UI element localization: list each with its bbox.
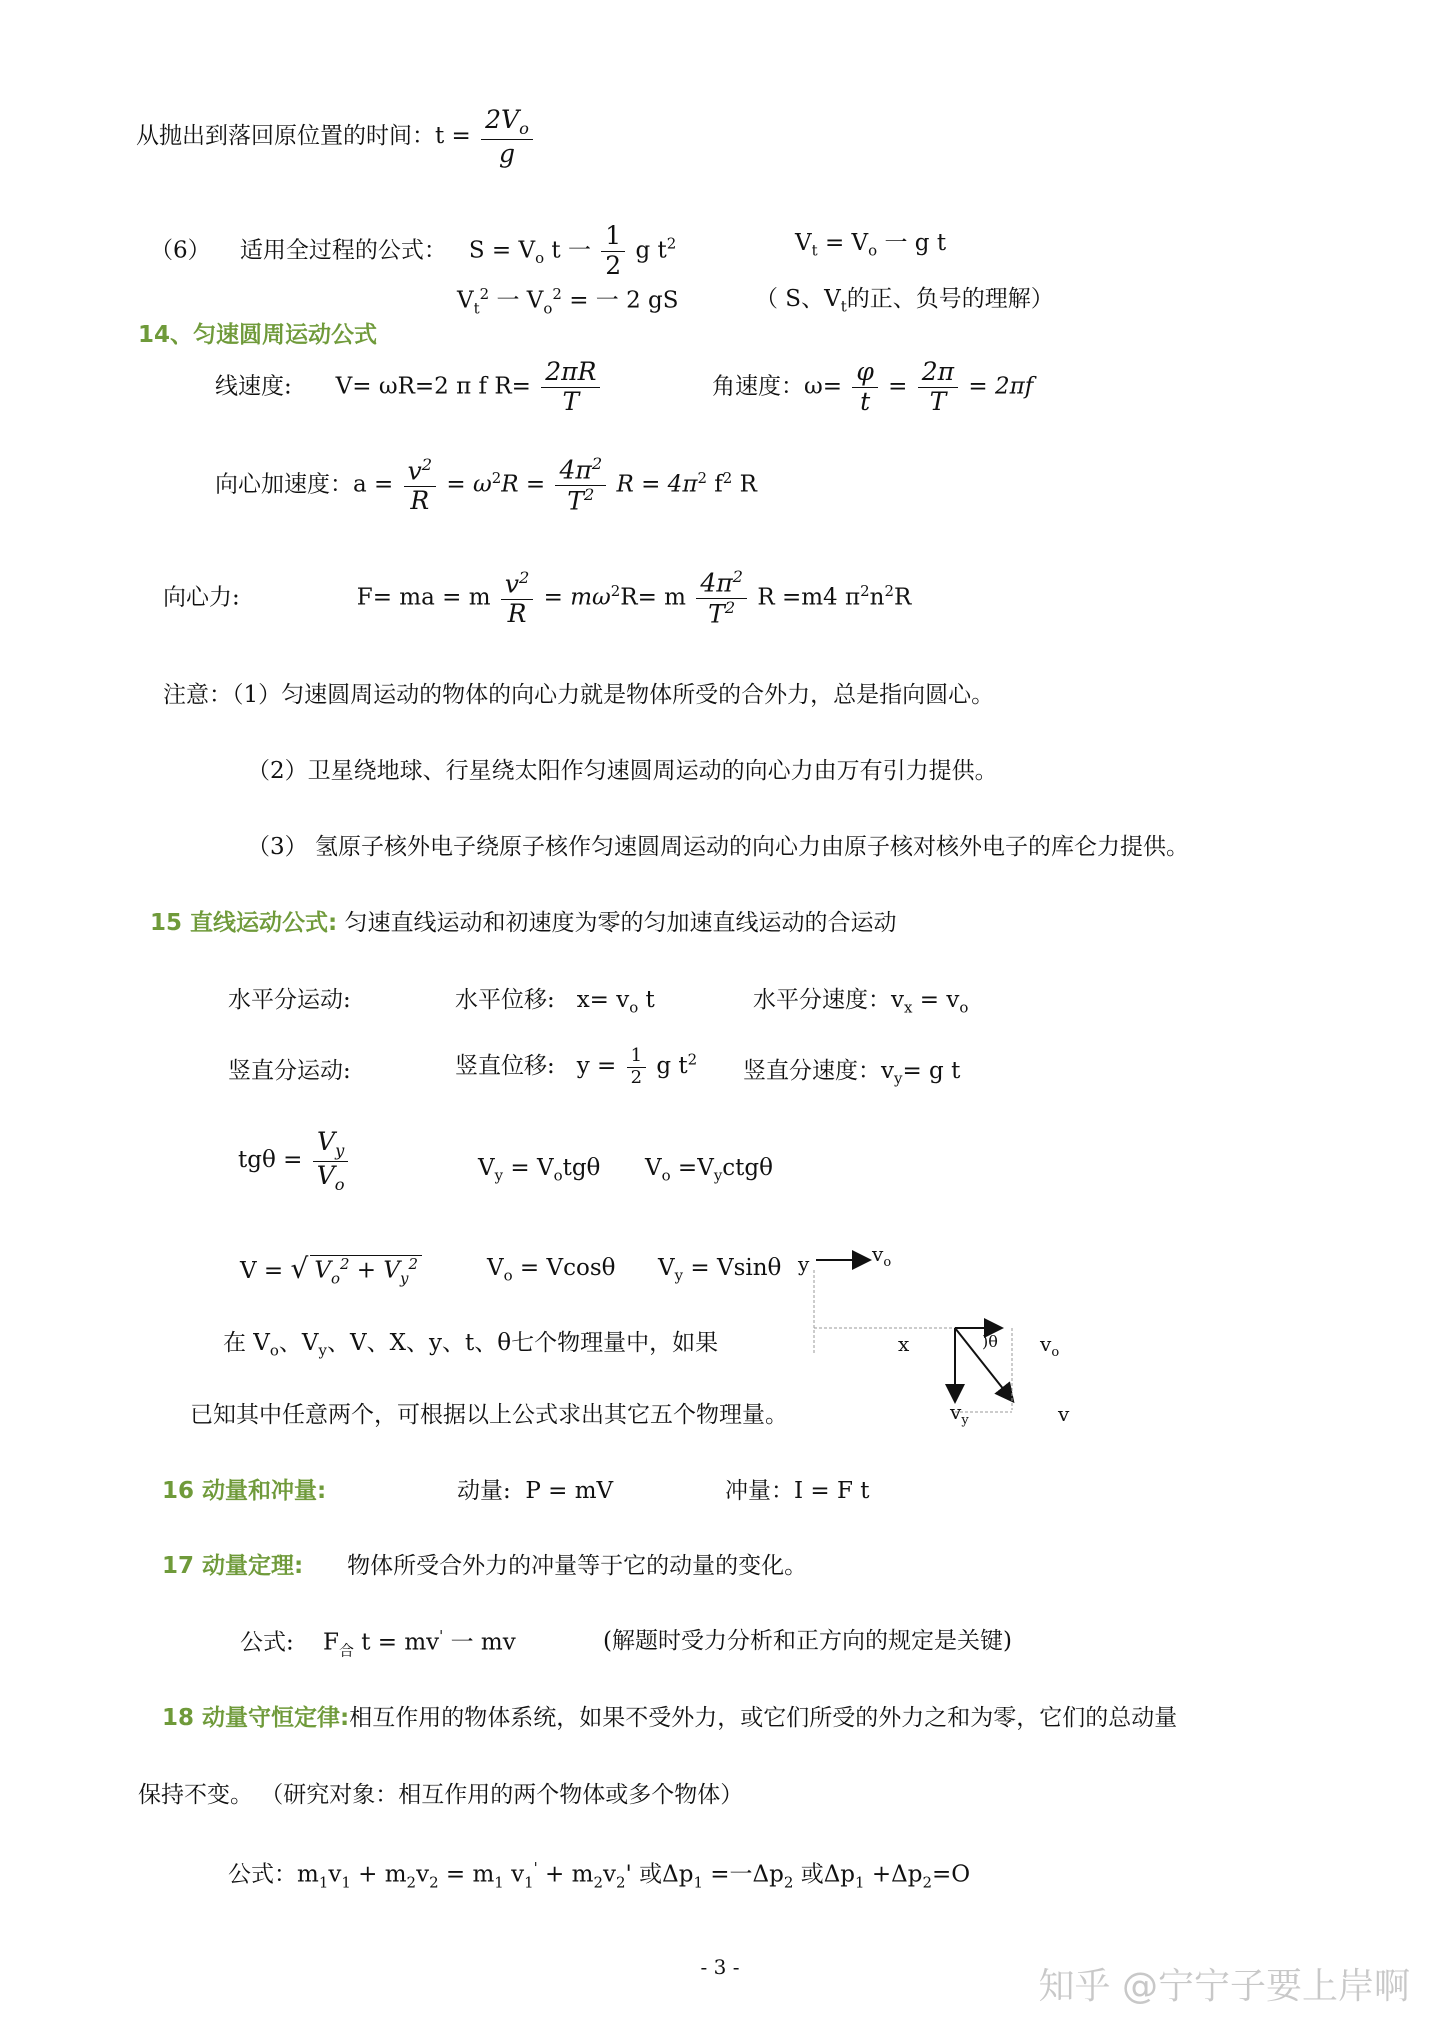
section-15-heading: 15 直线运动公式:: [150, 910, 338, 936]
projectile-diagram: [790, 1240, 1090, 1440]
vy-sin: $V_y = Vsin\theta$: [658, 1255, 782, 1285]
item6-line2: $V_t^2$ 一 $V_o^2$ = 一 2 gS: [457, 285, 679, 318]
centripetal-force: 向心力: F= ma = m $\frac{v^2}{R}$ = $m\omega^2R= m$ $\frac{4\pi^2}{T^2}$ R =m4 $\pi^2n^2R$: [163, 567, 912, 629]
note-2: （2）卫星绕地球、行星绕太阳作匀速圆周运动的向心力由万有引力提供。: [247, 758, 998, 784]
impulse-theorem-formula: 公式: $F_合$ t = mv' 一 mv: [240, 1627, 516, 1660]
diagram-label-vo-right: $v_o$: [1040, 1332, 1060, 1360]
note-1: 注意：（1）匀速圆周运动的物体的向心力就是物体所受的合外力，总是指向圆心。: [163, 682, 995, 708]
diagram-label-theta: )θ: [982, 1332, 998, 1351]
vertical-motion: 竖直分运动:: [228, 1058, 351, 1084]
horizontal-displacement: 水平位移: $x= v_o$ t: [455, 987, 655, 1017]
section-14-heading: 14、匀速圆周运动公式: [138, 322, 378, 348]
item6-line1: （6） 适用全过程的公式： $S = V_o$ t 一 $\frac{1}{2}$ g $t^2$: [150, 221, 677, 280]
vo-cot: $V_o =V_yctg\theta$: [645, 1155, 773, 1185]
vertical-velocity: 竖直分速度：$v_y= g$ t: [743, 1058, 961, 1088]
momentum: 动量: P = mV: [457, 1478, 614, 1504]
vo-cos: $V_o = Vcos\theta$: [487, 1255, 616, 1285]
horizontal-velocity: 水平分速度：$v_x = v_o$: [753, 987, 969, 1017]
vertical-displacement: 竖直位移: y = $\frac{1}{2}$ g $t^2$: [455, 1045, 698, 1088]
v-magnitude: V = √ $V_o^2 + V_y^2$: [240, 1252, 422, 1289]
flight-time-fraction: $\frac{2V_o}{g}$: [481, 106, 533, 168]
item6-vt-formula: $V_t = V_o$ 一 g t: [795, 230, 947, 260]
section-17-desc: 物体所受合外力的冲量等于它的动量的变化。: [347, 1553, 808, 1579]
section-18-heading: 18 动量守恒定律:: [162, 1705, 350, 1731]
vy-tan: $V_y = V_otg\theta$: [478, 1155, 601, 1185]
linear-velocity: 线速度: V= ωR=2 π f R= $\frac{2\pi R}{T}$: [215, 358, 603, 417]
angular-velocity: 角速度：ω= $\frac{\varphi}{t}$ = $\frac{2\pi}{T}$ = 2πf: [712, 357, 1034, 416]
section-16-heading: 16 动量和冲量:: [162, 1478, 327, 1504]
page-number: - 3 -: [700, 1955, 740, 1979]
note-3: （3） 氢原子核外电子绕原子核作匀速圆周运动的向心力由原子核对核外电子的库仑力提供。: [247, 834, 1189, 860]
section-18-desc: 相互作用的物体系统，如果不受外力，或它们所受的外力之和为零，它们的总动量: [349, 1705, 1178, 1731]
diagram-label-y: y: [798, 1252, 810, 1276]
impulse-theorem-note: (解题时受力分析和正方向的规定是关键): [603, 1628, 1012, 1654]
section-15-desc: 匀速直线运动和初速度为零的匀加速直线运动的合运动: [344, 910, 897, 936]
known-two: 已知其中任意两个，可根据以上公式求出其它五个物理量。: [190, 1402, 788, 1428]
centripetal-acceleration: 向心加速度：a = $\frac{v^2}{R}$ = $\omega^2R$ = $\frac{4\pi^2}{T^2}$ $R = 4\pi^2$ $f^2$ R: [215, 454, 757, 516]
section-17: [162, 1553, 807, 1581]
section-15: [150, 910, 897, 938]
item6-note: （ S、$V_t$的正、负号的理解）: [755, 286, 1054, 316]
diagram-label-v: v: [1058, 1402, 1070, 1426]
diagram-label-vo-top: $v_o$: [872, 1242, 892, 1270]
momentum-conservation-formula: 公式：$m_1v_1 + m_2v_2 = m_1$ $v_1' + m_2v_2'$ 或$\Delta p_1$ =一$\Delta p_2$ 或$\Delta p_1 +\Delta p_2=O$: [228, 1859, 971, 1892]
section-18: [162, 1705, 1177, 1733]
section-16: [162, 1478, 326, 1506]
horizontal-motion: 水平分运动:: [228, 987, 351, 1013]
section-18-desc2: 保持不变。 （研究对象：相互作用的两个物体或多个物体）: [138, 1782, 744, 1808]
diagram-label-vy: $v_y$: [950, 1400, 969, 1428]
seven-quantities: 在 $V_o$、$V_y$、V、X、y、t、θ七个物理量中，如果: [223, 1330, 719, 1360]
section-17-heading: 17 动量定理:: [162, 1553, 304, 1579]
item6-half-fraction: $\frac{1}{2}$: [601, 222, 625, 281]
flight-time-label: 从抛出到落回原位置的时间：t =: [136, 123, 471, 150]
watermark: 知乎 @宁宁子要上岸啊: [1038, 1966, 1410, 2007]
tan-theta: tgθ = $\frac{V_y}{V_o}$: [238, 1128, 352, 1194]
impulse: 冲量：I = F t: [725, 1478, 870, 1504]
flight-time-formula: [136, 106, 536, 168]
diagram-label-x: x: [898, 1332, 910, 1356]
